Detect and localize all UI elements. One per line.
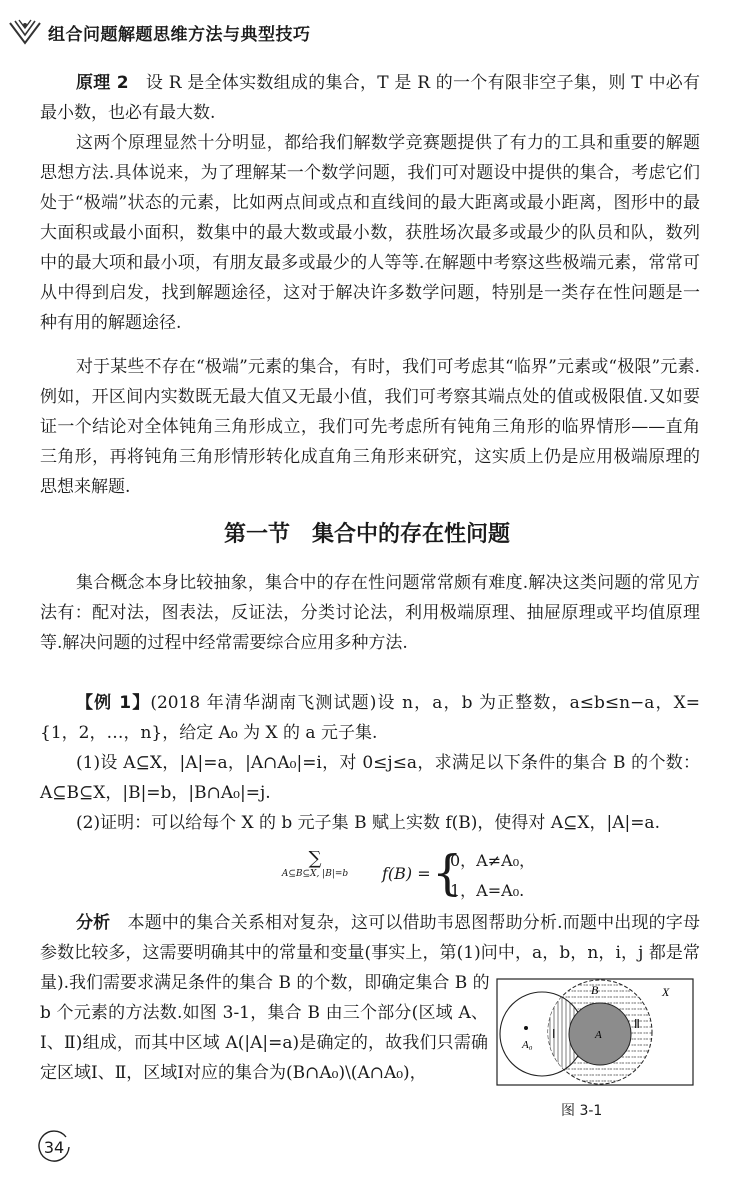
principle-text: 设 R 是全体实数组成的集合，T 是 R 的一个有限非空子集，则 T 中必有最小数，也必有最大数. bbox=[40, 73, 700, 123]
page-number-text: 34 bbox=[43, 1137, 65, 1157]
example-statement bbox=[40, 688, 700, 748]
left-brace: { bbox=[432, 845, 463, 901]
piecewise-formula bbox=[250, 845, 536, 904]
running-header bbox=[8, 14, 648, 50]
analysis-text-1: 本题中的集合关系相对复杂，这可以借助韦恩图帮助分析.而题中出现的字母参数比较多，这需要明确其中的常量和变量(事实上，第(1)问中，a，b，n，i，j 都是常量).我们需要求满足条件的集合 B 的个数，即确定集合 B 的 bbox=[40, 913, 701, 993]
venn-diagram-figure bbox=[496, 976, 694, 1088]
principle-paragraph bbox=[40, 68, 700, 128]
section-title: 第一节 集合中的存在性问题 bbox=[223, 522, 510, 547]
example-label: 【例 1】 bbox=[76, 693, 151, 713]
analysis-paragraph-2: b 个元素的方法数.如图 3-1，集合 B 由三个部分(区域 A、Ⅰ、Ⅱ)组成，而其中区域 A(|A|=a)是确定的，故我们只需确定区域Ⅰ、Ⅱ，区域Ⅰ对应的集合为(B∩A₀)\(A∩A₀)， bbox=[40, 1003, 488, 1083]
figure-label-I: Ⅰ bbox=[552, 1027, 556, 1041]
figure-label-B: B bbox=[591, 983, 599, 997]
book-logo-icon bbox=[8, 17, 42, 47]
formula-case-2: 1，A=A₀. bbox=[450, 881, 525, 900]
figure-caption: 图 3-1 bbox=[561, 1103, 603, 1119]
example-text: (2018 年清华湖南飞测试题)设 n，a，b 为正整数，a≤b≤n−a，X={1，2，…，n}，给定 A₀ 为 X 的 a 元子集. bbox=[40, 693, 700, 743]
figure-label-II: Ⅱ bbox=[634, 1017, 640, 1031]
summation-subscript: A⊆B⊆X, |B|=b bbox=[281, 869, 349, 879]
example-question-1: (1)设 A⊆X，|A|=a，|A∩A₀|=i，对 0≤j≤a，求满足以下条件的集合 B 的个数：A⊆B⊆X，|B|=b，|B∩A₀|=j. bbox=[40, 753, 700, 803]
formula-lhs: f(B) = bbox=[382, 864, 431, 883]
analysis-label: 分析 bbox=[76, 913, 111, 933]
figure-label-A: A bbox=[595, 1029, 602, 1041]
figure-label-A0: A₀ bbox=[522, 1039, 533, 1051]
header-title: 组合问题解题思维方法与典型技巧 bbox=[48, 24, 311, 45]
figure-label-X: X bbox=[662, 985, 670, 999]
point-marker bbox=[524, 1026, 528, 1030]
formula-case-1: 0，A≠A₀， bbox=[450, 851, 536, 870]
principle-label: 原理 2 bbox=[76, 73, 129, 93]
summation bbox=[250, 850, 380, 880]
sigma-symbol: ∑ bbox=[308, 848, 322, 869]
example-question-2: (2)证明：可以给每个 X 的 b 元子集 B 赋上实数 f(B)，使得对 A⊆X，|A|=a. bbox=[76, 813, 660, 833]
page-number bbox=[36, 1129, 72, 1165]
body-paragraph-1: 这两个原理显然十分明显，都给我们解数学竞赛题提供了有力的工具和重要的解题思想方法.具体说来，为了理解某一个数学问题，我们可对题设中提供的集合，考虑它们处于“极端”状态的元素，比如两点间或点和直线间的最大距离或最小距离，图形中的最大面积或最小面积，数集中的最大数或最小数，获胜场次最多或最少的队员和队，数列中的最大项和最小项，有朋友最多或最少的人等等.在解题中考察这些极端元素，常常可从中得到启发，找到解题途径，这对于解决许多数学问题，特别是一类存在性问题是一种有用的解题途径. bbox=[40, 133, 700, 333]
body-paragraph-2: 对于某些不存在“极端”元素的集合，有时，我们可考虑其“临界”元素或“极限”元素.例如，开区间内实数既无最大值又无最小值，我们可考察其端点处的值或极限值.又如要证一个结论对全体钝角三角形成立，我们可先考虑所有钝角三角形的临界情形——直角三角形，再将钝角三角形情形转化成直角三角形来研究，这实质上仍是应用极端原理的思想来解题. bbox=[40, 357, 700, 497]
section-intro: 集合概念本身比较抽象，集合中的存在性问题常常颇有难度.解决这类问题的常见方法有：配对法，图表法，反证法，分类讨论法，利用极端原理、抽屉原理或平均值原理等.解决问题的过程中经常需要综合应用多种方法. bbox=[40, 573, 700, 653]
